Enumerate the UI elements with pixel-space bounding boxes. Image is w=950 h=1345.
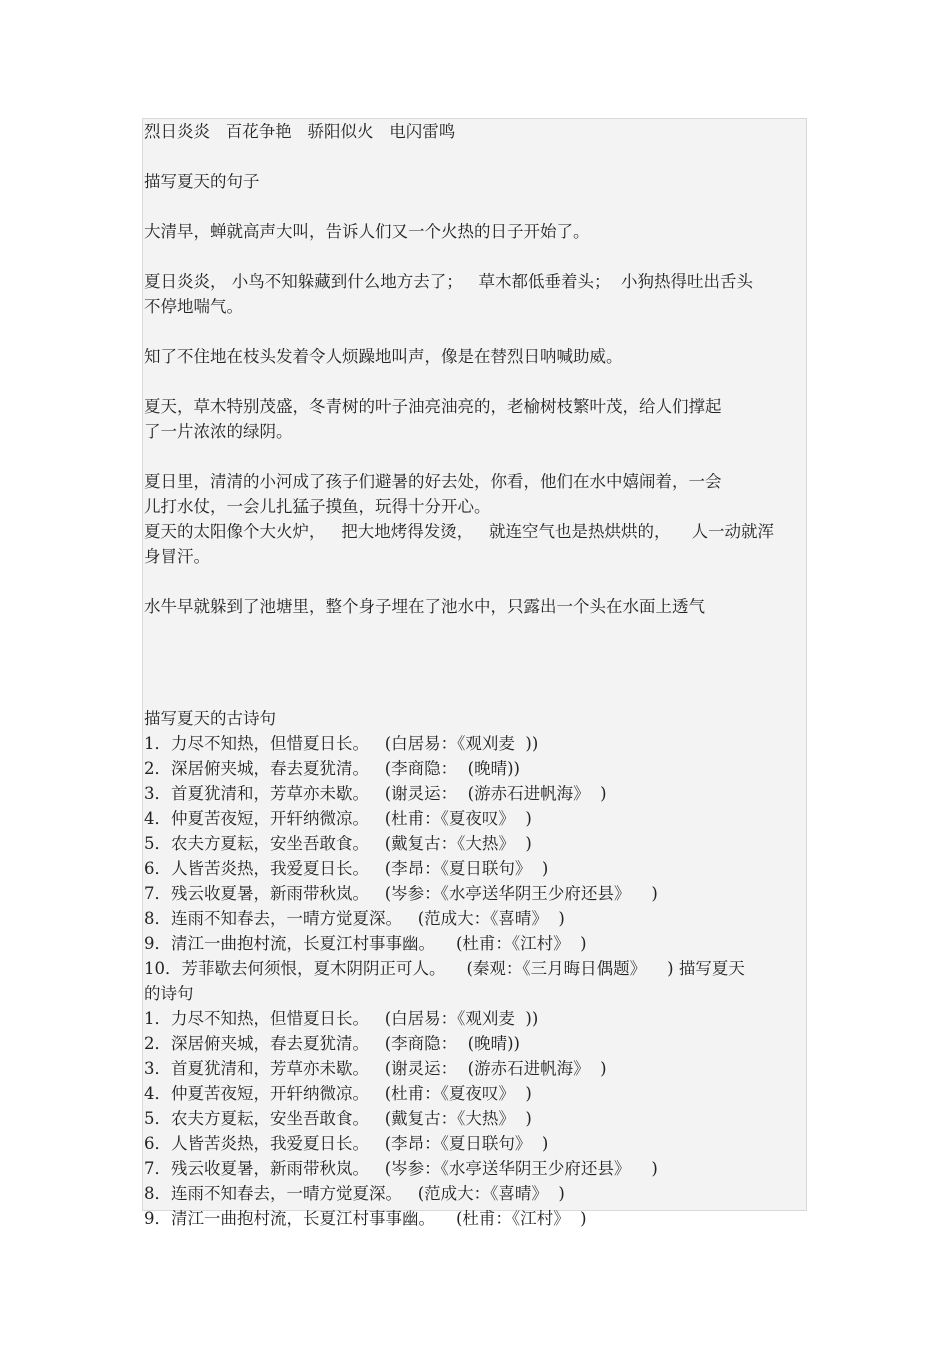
sentence-paragraph: 夏天，草木特别茂盛，冬青树的叶子油亮油亮的，老榆树枝繁叶茂，给人们撑起 了一片浓浓的绿阴。 — [144, 397, 722, 441]
poem-line: 1．力尽不知热，但惜夏日长。 (白居易：《观刈麦 )) — [144, 734, 539, 753]
poem-line: 4．仲夏苦夜短，开轩纳微凉。 (杜甫：《夏夜叹》 ) — [144, 1084, 532, 1103]
sentence-paragraph: 夏天的太阳像个大火炉， 把大地烤得发烫， 就连空气也是热烘烘的， 人一动就浑 身冒汗。 — [144, 522, 774, 566]
document-page — [142, 118, 807, 1228]
poem-line: 1．力尽不知热，但惜夏日长。 (白居易：《观刈麦 )) — [144, 1009, 539, 1028]
poem-line: 5．农夫方夏耘，安坐吾敢食。 (戴复古：《大热》 ) — [144, 1109, 532, 1128]
poem-line: 6．人皆苦炎热，我爱夏日长。 (李昂：《夏日联句》 ) — [144, 859, 549, 878]
sentence-paragraph: 大清早，蝉就高声大叫，告诉人们又一个火热的日子开始了。 — [144, 222, 590, 241]
idioms-line: 烈日炎炎 百花争艳 骄阳似火 电闪雷鸣 — [144, 122, 456, 141]
poem-line: 7．残云收夏暑，新雨带秋岚。 (岑参：《水亭送华阴王少府还县》 ) — [144, 1159, 658, 1178]
poem-line: 8．连雨不知春去，一晴方觉夏深。 (范成大：《喜晴》 ) — [144, 909, 565, 928]
poem-line: 10．芳菲歇去何须恨，夏木阴阴正可人。 (秦观：《三月晦日偶题》 ) 描写夏天 的诗句 — [144, 959, 745, 1003]
sentence-paragraph: 夏日炎炎， 小鸟不知躲藏到什么地方去了； 草木都低垂着头； 小狗热得吐出舌头 不停地喘气。 — [144, 272, 753, 316]
sentences-heading: 描写夏天的句子 — [144, 172, 260, 191]
poem-list-a — [144, 731, 804, 1006]
sentence-paragraph: 水牛早就躲到了池塘里，整个身子埋在了池水中，只露出一个头在水面上透气 — [144, 597, 705, 616]
sentence-paragraph: 夏日里，清清的小河成了孩子们避暑的好去处，你看，他们在水中嬉闹着，一会 儿打水仗，一会儿扎猛子摸鱼，玩得十分开心。 — [144, 472, 722, 516]
poem-line: 6．人皆苦炎热，我爱夏日长。 (李昂：《夏日联句》 ) — [144, 1134, 549, 1153]
document-content — [144, 119, 804, 1231]
poem-list-b — [144, 1006, 804, 1231]
poem-line: 5．农夫方夏耘，安坐吾敢食。 (戴复古：《大热》 ) — [144, 834, 532, 853]
poem-line: 9．清江一曲抱村流，长夏江村事事幽。 (杜甫：《江村》 ) — [144, 934, 587, 953]
poem-line: 3．首夏犹清和，芳草亦未歇。 (谢灵运： (游赤石进帆海》 ) — [144, 784, 607, 803]
poem-line: 3．首夏犹清和，芳草亦未歇。 (谢灵运： (游赤石进帆海》 ) — [144, 1059, 607, 1078]
poems-heading: 描写夏天的古诗句 — [144, 709, 276, 728]
poem-line: 8．连雨不知春去，一晴方觉夏深。 (范成大：《喜晴》 ) — [144, 1184, 565, 1203]
poem-line: 4．仲夏苦夜短，开轩纳微凉。 (杜甫：《夏夜叹》 ) — [144, 809, 532, 828]
poem-line: 7．残云收夏暑，新雨带秋岚。 (岑参：《水亭送华阴王少府还县》 ) — [144, 884, 658, 903]
poem-line: 2．深居俯夹城，春去夏犹清。 (李商隐： (晚晴)) — [144, 1034, 520, 1053]
poem-line: 9．清江一曲抱村流，长夏江村事事幽。 (杜甫：《江村》 ) — [144, 1209, 587, 1228]
sentence-paragraph: 知了不住地在枝头发着令人烦躁地叫声，像是在替烈日呐喊助威。 — [144, 347, 623, 366]
poem-line: 2．深居俯夹城，春去夏犹清。 (李商隐： (晚晴)) — [144, 759, 520, 778]
